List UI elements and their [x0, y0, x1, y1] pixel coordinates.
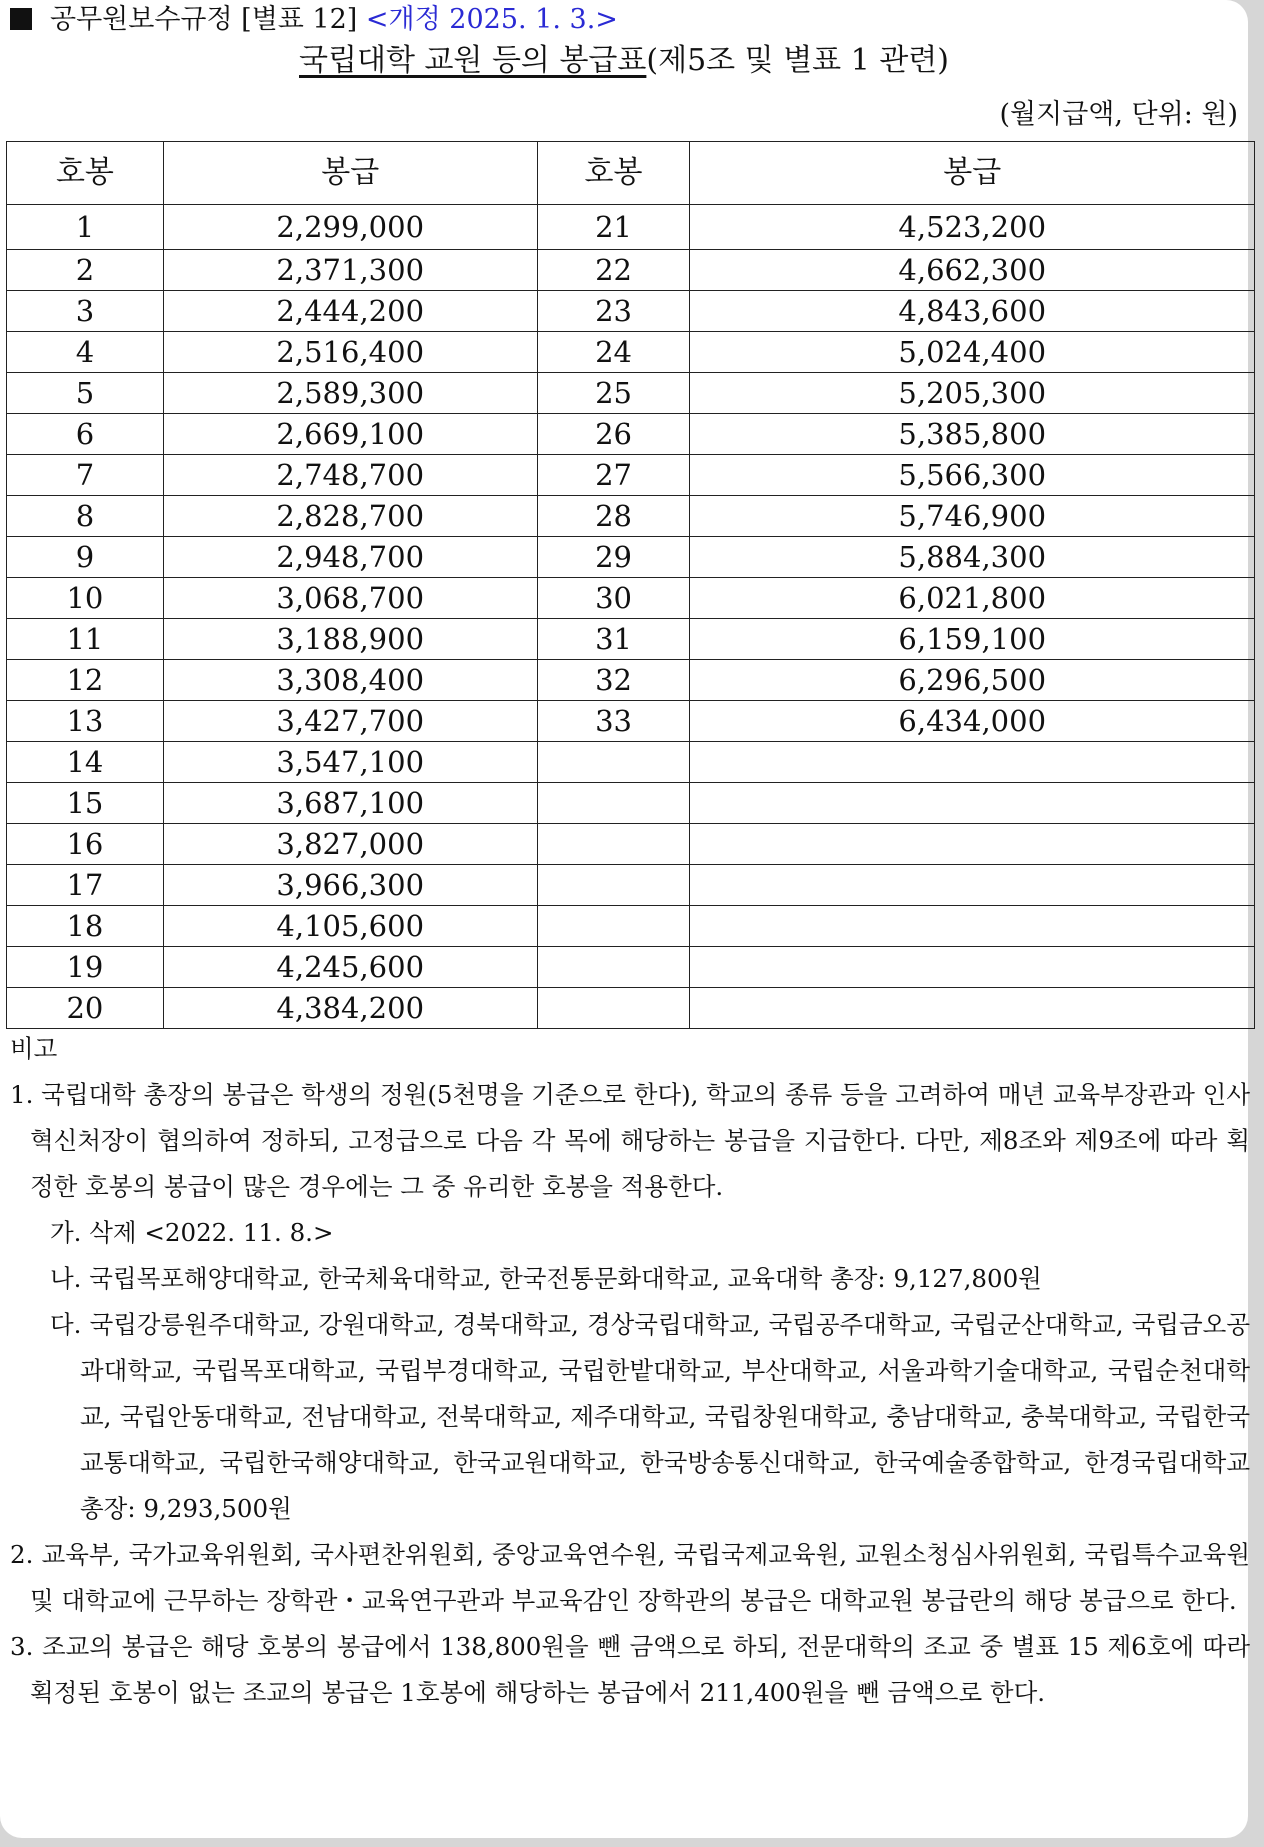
- cell-step-left: 19: [7, 947, 164, 988]
- header-step-left: 호봉: [7, 142, 164, 205]
- cell-salary-right: 6,296,500: [690, 660, 1255, 701]
- cell-step-left: 18: [7, 906, 164, 947]
- cell-salary-left: 3,188,900: [163, 619, 537, 660]
- cell-salary-right: 5,884,300: [690, 537, 1255, 578]
- cell-step-right: 22: [537, 250, 690, 291]
- table-header-row: [7, 142, 1255, 205]
- table-row: [7, 988, 1255, 1029]
- cell-salary-left: 3,427,700: [163, 701, 537, 742]
- table-row: [7, 619, 1255, 660]
- black-square-icon: [10, 8, 32, 30]
- cell-salary-right: 5,746,900: [690, 496, 1255, 537]
- cell-salary-left: 3,687,100: [163, 783, 537, 824]
- cell-salary-left: 2,948,700: [163, 537, 537, 578]
- cell-salary-left: 4,105,600: [163, 906, 537, 947]
- cell-step-left: 2: [7, 250, 164, 291]
- cell-step-left: 5: [7, 373, 164, 414]
- cell-salary-left: 2,589,300: [163, 373, 537, 414]
- table-row: [7, 332, 1255, 373]
- table-row: [7, 537, 1255, 578]
- cell-salary-right: 4,662,300: [690, 250, 1255, 291]
- cell-salary-left: 4,384,200: [163, 988, 537, 1029]
- cell-step-right: 23: [537, 291, 690, 332]
- cell-step-right: [537, 742, 690, 783]
- cell-step-right: [537, 865, 690, 906]
- table-row: [7, 701, 1255, 742]
- unit-note: (월지급액, 단위: 원): [999, 99, 1238, 130]
- table-row: [7, 947, 1255, 988]
- cell-step-right: [537, 988, 690, 1029]
- note-1: 1. 국립대학 총장의 봉급은 학생의 정원(5천명을 기준으로 한다), 학교의 종류 등을 고려하여 매년 교육부장관과 인사혁신처장이 협의하여 정하되, 고정급으로 다음 각 목에 해당하는 봉급을 지급한다. 다만, 제8조와 제9조에 따라 획정한 호봉의 봉급이 많은 경우에는 그 중 유리한 호봉을 적용한다.: [10, 1080, 1250, 1201]
- cell-step-right: 30: [537, 578, 690, 619]
- cell-salary-left: 2,669,100: [163, 414, 537, 455]
- cell-salary-right: [690, 865, 1255, 906]
- cell-step-right: 28: [537, 496, 690, 537]
- cell-step-right: [537, 824, 690, 865]
- cell-step-left: 6: [7, 414, 164, 455]
- cell-salary-left: 2,299,000: [163, 205, 537, 250]
- cell-salary-right: 5,385,800: [690, 414, 1255, 455]
- cell-step-right: 21: [537, 205, 690, 250]
- table-row: [7, 742, 1255, 783]
- cell-salary-right: [690, 947, 1255, 988]
- cell-step-left: 12: [7, 660, 164, 701]
- cell-step-right: [537, 783, 690, 824]
- table-row: [7, 205, 1255, 250]
- cell-step-left: 3: [7, 291, 164, 332]
- table-row: [7, 373, 1255, 414]
- cell-salary-right: 4,523,200: [690, 205, 1255, 250]
- title-suffix: (제5조 및 별표 1 관련): [646, 43, 949, 78]
- cell-salary-right: 5,205,300: [690, 373, 1255, 414]
- cell-step-left: 11: [7, 619, 164, 660]
- cell-salary-right: [690, 783, 1255, 824]
- cell-salary-left: 2,371,300: [163, 250, 537, 291]
- cell-step-left: 4: [7, 332, 164, 373]
- revision-date: <개정 2025. 1. 3.>: [365, 4, 618, 35]
- header-salary-left: 봉급: [163, 142, 537, 205]
- cell-step-left: 13: [7, 701, 164, 742]
- cell-salary-left: 3,068,700: [163, 578, 537, 619]
- note-1-da: 다. 국립강릉원주대학교, 강원대학교, 경북대학교, 경상국립대학교, 국립공주대학교, 국립군산대학교, 국립금오공과대학교, 국립목포대학교, 국립부경대학교, 국립한밭대학교, 부산대학교, 서울과학기술대학교, 국립순천대학교, 국립안동대학교, 전남대학교, 전북대학교, 제주대학교, 국립창원대학교, 충남대학교, 충북대학교, 국립한국교통대학교, 국립한국해양대학교, 한국교원대학교, 한국방송통신대학교, 한국예술종합학교, 한경국립대학교 총장: 9,293,500원: [50, 1310, 1250, 1523]
- salary-table: [6, 141, 1255, 1029]
- cell-step-right: [537, 906, 690, 947]
- cell-salary-right: [690, 742, 1255, 783]
- cell-salary-right: [690, 906, 1255, 947]
- cell-step-right: 32: [537, 660, 690, 701]
- regulation-header: [10, 2, 618, 38]
- table-row: [7, 455, 1255, 496]
- note-1-ga: 가. 삭제 <2022. 11. 8.>: [50, 1218, 334, 1247]
- cell-step-left: 7: [7, 455, 164, 496]
- cell-salary-right: 6,021,800: [690, 578, 1255, 619]
- header-step-right: 호봉: [537, 142, 690, 205]
- table-row: [7, 824, 1255, 865]
- cell-salary-left: 2,828,700: [163, 496, 537, 537]
- cell-step-left: 1: [7, 205, 164, 250]
- cell-salary-right: 4,843,600: [690, 291, 1255, 332]
- cell-step-left: 16: [7, 824, 164, 865]
- table-row: [7, 783, 1255, 824]
- cell-step-right: 26: [537, 414, 690, 455]
- note-1-na: 나. 국립목포해양대학교, 한국체육대학교, 한국전통문화대학교, 교육대학 총장: 9,127,800원: [50, 1264, 1042, 1293]
- cell-salary-left: 2,748,700: [163, 455, 537, 496]
- table-row: [7, 291, 1255, 332]
- cell-step-left: 9: [7, 537, 164, 578]
- cell-step-right: 29: [537, 537, 690, 578]
- cell-salary-right: 5,024,400: [690, 332, 1255, 373]
- note-3: 3. 조교의 봉급은 해당 호봉의 봉급에서 138,800원을 뺀 금액으로 하되, 전문대학의 조교 중 별표 15 제6호에 따라 획정된 호봉이 없는 조교의 봉급은 1호봉에 해당하는 봉급에서 211,400원을 뺀 금액으로 한다.: [10, 1632, 1250, 1707]
- cell-salary-right: 5,566,300: [690, 455, 1255, 496]
- cell-salary-left: 3,547,100: [163, 742, 537, 783]
- cell-step-right: 31: [537, 619, 690, 660]
- cell-salary-left: 3,966,300: [163, 865, 537, 906]
- cell-salary-left: 3,827,000: [163, 824, 537, 865]
- cell-salary-left: 2,516,400: [163, 332, 537, 373]
- notes-heading: 비고: [10, 1034, 58, 1063]
- cell-salary-right: 6,159,100: [690, 619, 1255, 660]
- header-salary-right: 봉급: [690, 142, 1255, 205]
- table-row: [7, 865, 1255, 906]
- cell-salary-left: 4,245,600: [163, 947, 537, 988]
- cell-step-left: 10: [7, 578, 164, 619]
- table-row: [7, 414, 1255, 455]
- table-row: [7, 578, 1255, 619]
- cell-step-left: 20: [7, 988, 164, 1029]
- cell-step-left: 14: [7, 742, 164, 783]
- notes-section: [10, 1026, 1250, 1716]
- page-title: [0, 40, 1248, 82]
- cell-step-left: 15: [7, 783, 164, 824]
- cell-salary-left: 2,444,200: [163, 291, 537, 332]
- cell-step-left: 8: [7, 496, 164, 537]
- cell-salary-right: 6,434,000: [690, 701, 1255, 742]
- table-row: [7, 496, 1255, 537]
- table-row: [7, 906, 1255, 947]
- cell-step-left: 17: [7, 865, 164, 906]
- table-row: [7, 250, 1255, 291]
- cell-step-right: 33: [537, 701, 690, 742]
- table-row: [7, 660, 1255, 701]
- note-2: 2. 교육부, 국가교육위원회, 국사편찬위원회, 중앙교육연수원, 국립국제교육원, 교원소청심사위원회, 국립특수교육원 및 대학교에 근무하는 장학관・교육연구관과 부교육감인 장학관의 봉급은 대학교원 봉급란의 해당 봉급으로 한다.: [10, 1540, 1250, 1615]
- title-main: 국립대학 교원 등의 봉급표: [299, 43, 647, 78]
- cell-step-right: 27: [537, 455, 690, 496]
- cell-salary-left: 3,308,400: [163, 660, 537, 701]
- cell-step-right: 25: [537, 373, 690, 414]
- cell-step-right: 24: [537, 332, 690, 373]
- cell-step-right: [537, 947, 690, 988]
- cell-salary-right: [690, 988, 1255, 1029]
- regulation-name: 공무원보수규정 [별표 12]: [50, 4, 358, 35]
- cell-salary-right: [690, 824, 1255, 865]
